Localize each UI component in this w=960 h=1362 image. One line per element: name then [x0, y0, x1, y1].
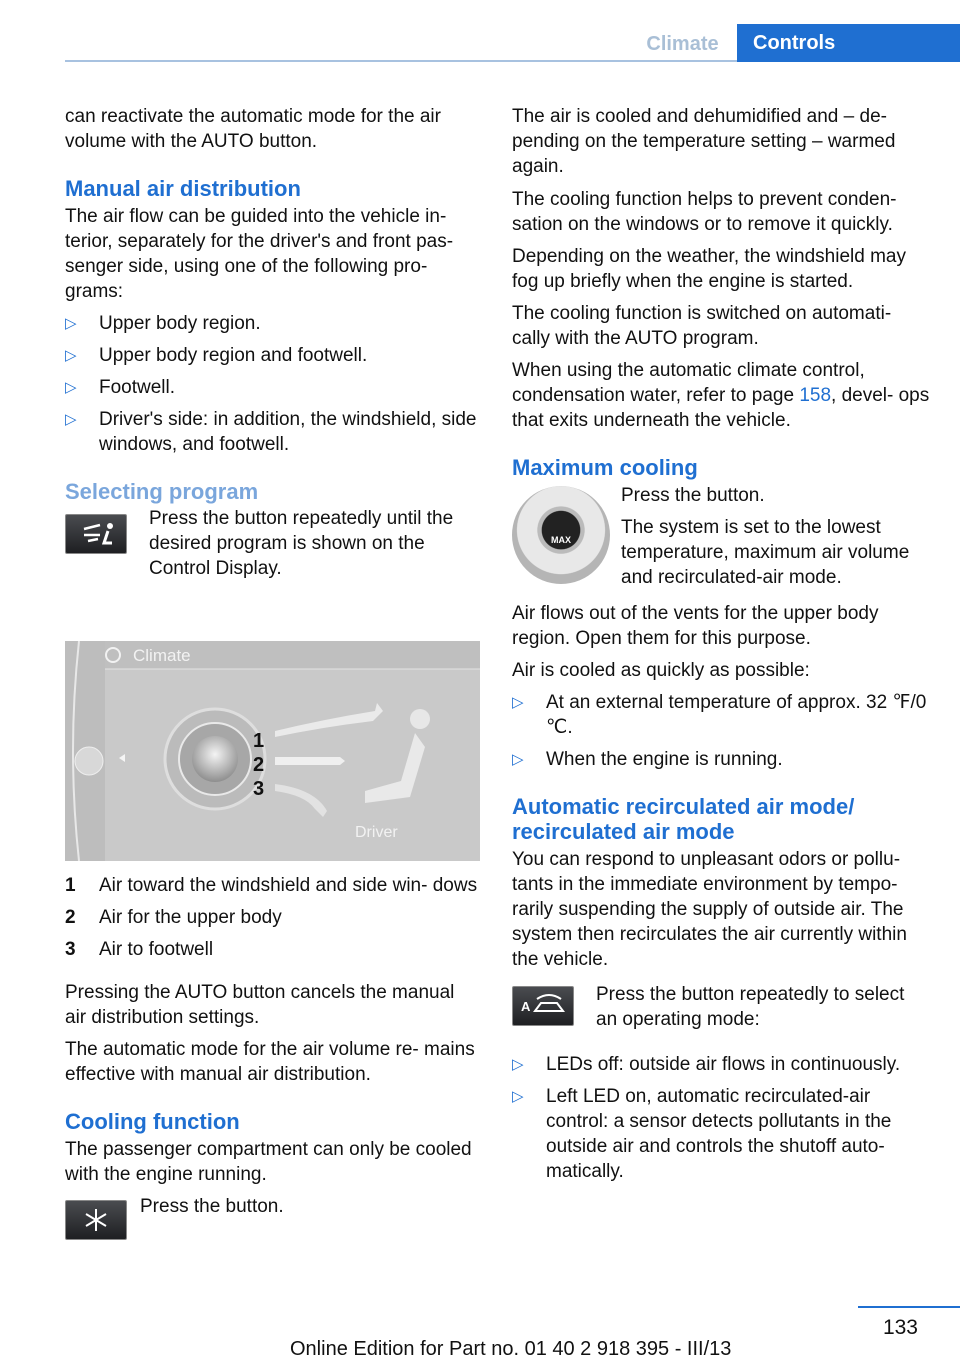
intro-text: can reactivate the automatic mode for the air volume with the AUTO button.	[65, 106, 441, 152]
recirculation-button-icon	[512, 986, 574, 1026]
auto-text: Pressing the AUTO button cancels the manual air distribution settings.	[65, 982, 455, 1028]
bullet-item: ▷ Upper body region and footwell.	[65, 345, 368, 366]
air-distribution-button-icon	[65, 514, 127, 554]
max-button-icon	[512, 486, 610, 584]
snowflake-button-icon	[65, 1200, 127, 1240]
heading-maximum-cooling: Maximum cooling	[512, 455, 698, 480]
triangle-bullet-icon: ▷	[65, 347, 77, 364]
fig-title: Climate	[133, 646, 191, 665]
footer-rule	[858, 1306, 960, 1308]
recirc-button-row	[512, 982, 930, 1052]
right-text-7: Air is cooled as quickly as possible:	[512, 660, 810, 681]
heading-cooling-function: Cooling function	[65, 1109, 240, 1134]
legend-item: 1 Air toward the windshield and side win- dows	[65, 875, 478, 896]
heading-selecting-program: Selecting program	[65, 479, 259, 504]
tab-climate[interactable]: Climate	[646, 33, 719, 55]
heading-recirculated-air: Automatic recirculated air mode/ recirculated air mode	[512, 794, 855, 844]
climate-display-figure	[65, 641, 480, 861]
snowflake-icon	[66, 1201, 126, 1239]
bullet-item: ▷ Footwell.	[65, 377, 176, 398]
triangle-bullet-icon: ▷	[65, 315, 77, 332]
triangle-bullet-icon: ▷	[65, 379, 77, 396]
max-text-2: The system is set to the lowest temperature, maximum air volume and recirculated-air mode.	[621, 517, 910, 588]
left-column-lower	[65, 873, 480, 1254]
tab-controls[interactable]: Controls	[737, 24, 960, 62]
recirc-a-label: A	[521, 999, 531, 1014]
triangle-bullet-icon: ▷	[512, 694, 524, 711]
fig-callout-1: 1	[253, 730, 265, 752]
recirculation-icon	[513, 987, 573, 1025]
right-text-8: You can respond to unpleasant odors or pollu- tants in the immediate environment by tempo- rarily suspending the supply of outside air. The system then recirculates the air currently within the vehicle.	[512, 849, 907, 970]
press-button-text: Press the button.	[140, 1196, 284, 1217]
triangle-bullet-icon: ▷	[512, 751, 524, 768]
selecting-program-text: Press the button repeatedly until the desired program is shown on the Control Display.	[149, 508, 454, 579]
fig-callout-2: 2	[253, 754, 265, 776]
auto-text-2: The automatic mode for the air volume re- mains effective with manual air distribution.	[65, 1039, 475, 1085]
bullet-item: ▷ At an external temperature of approx. 32 ℉/0 ℃.	[512, 692, 927, 738]
bullet-item: ▷ LEDs off: outside air flows in continuously.	[512, 1054, 901, 1075]
right-text-1: The air is cooled and dehumidified and – de- pending on the temperature setting – warmed again.	[512, 106, 896, 177]
max-button-row	[512, 483, 930, 601]
triangle-bullet-icon: ▷	[512, 1056, 524, 1073]
page-link[interactable]: 158	[799, 385, 832, 406]
right-text-5: When using the automatic climate control, condensation water, refer to page 158, devel- ops that exits underneath the vehicle.	[512, 360, 930, 431]
right-text-4: The cooling function is switched on automati- cally with the AUTO program.	[512, 303, 892, 349]
bullet-item: ▷ When the engine is running.	[512, 749, 783, 770]
cooling-text: The passenger compartment can only be cooled with the engine running.	[65, 1139, 472, 1185]
bullet-item: ▷ Left LED on, automatic recirculated-air control: a sensor detects pollutants in the outside air and controls the shutoff auto- matically.	[512, 1086, 892, 1182]
right-text-2: The cooling function helps to prevent conden- sation on the windows or to remove it quickly.	[512, 189, 897, 235]
triangle-bullet-icon: ▷	[512, 1088, 524, 1105]
program-button-row	[65, 506, 480, 616]
bullet-item: ▷ Driver's side: in addition, the windshield, side windows, and footwell.	[65, 409, 477, 455]
cooling-button-row	[65, 1194, 480, 1254]
heading-manual-air-distribution: Manual air distribution	[65, 176, 301, 201]
triangle-bullet-icon: ▷	[65, 411, 77, 428]
online-edition-footer: Online Edition for Part no. 01 40 2 918 395 - III/13	[290, 1338, 732, 1360]
right-column	[512, 104, 930, 1191]
left-column	[65, 104, 480, 616]
recirc-press-text: Press the button repeatedly to select an operating mode:	[596, 984, 905, 1030]
air-distribution-glyph-icon	[66, 515, 126, 553]
page-number: 133	[882, 1316, 918, 1339]
max-label: MAX	[551, 535, 571, 545]
bullet-item: ▷ Upper body region.	[65, 313, 261, 334]
legend-item: 3 Air to footwell	[65, 939, 214, 960]
fig-driver-label: Driver	[355, 824, 398, 841]
legend-item: 2 Air for the upper body	[65, 907, 282, 928]
right-text-6: Air flows out of the vents for the upper body region. Open them for this purpose.	[512, 603, 879, 649]
manual-text: The air flow can be guided into the vehicle in- terior, separately for the driver's and front pas- senger side, using one of the following pro- grams:	[65, 206, 454, 302]
max-text-1: Press the button.	[621, 485, 765, 506]
right-text-3: Depending on the weather, the windshield may fog up briefly when the engine is started.	[512, 246, 906, 292]
fig-callout-3: 3	[253, 778, 265, 800]
